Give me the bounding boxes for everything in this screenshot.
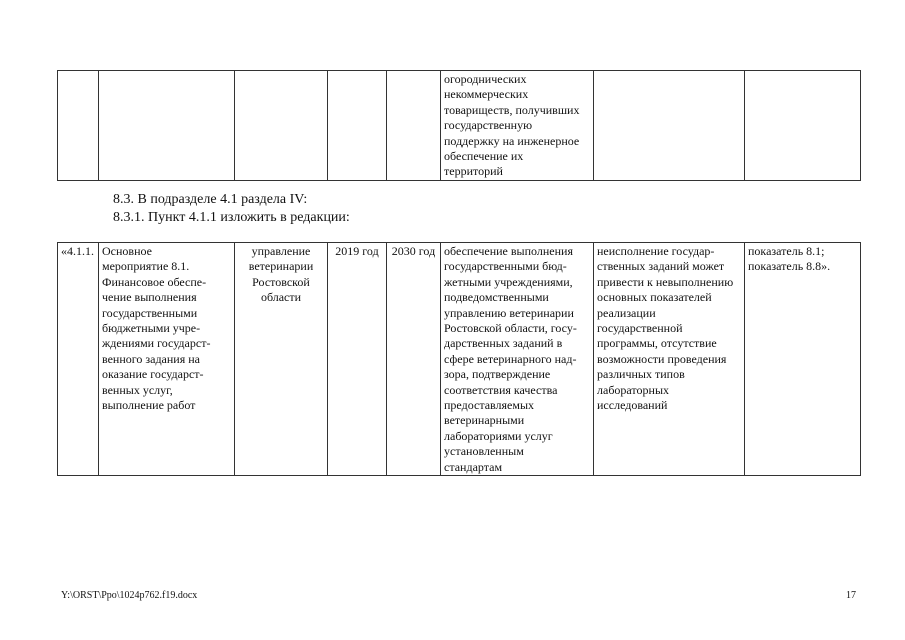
- table-item-4-1-1: [57, 242, 861, 476]
- cell-result: огороднических некоммерческих товариществ, получивших государственную поддержку на инженерное обеспечение их территорий: [441, 71, 594, 181]
- cell-indicator: показатель 8.1; показатель 8.8».: [745, 243, 861, 476]
- cell-event: Основное мероприятие 8.1. Финансовое обеспе- чение выполнения государственными бюджетными учре- ждениями государст- венного задания на оказание государст- венных услуг, выполнение работ: [99, 243, 235, 476]
- paragraph-8-3: 8.3. В подразделе 4.1 раздела IV:: [113, 192, 308, 207]
- paragraph-8-3-1: 8.3.1. Пункт 4.1.1 изложить в редакции:: [113, 210, 350, 225]
- cell-event: [99, 71, 235, 181]
- cell-num: «4.1.1.: [58, 243, 99, 476]
- cell-start: 2019 год: [328, 243, 387, 476]
- cell-consequence: [594, 71, 745, 181]
- cell-end: [387, 71, 441, 181]
- cell-executor: [235, 71, 328, 181]
- footer-file-path: Y:\ORST\Ppo\1024p762.f19.docx: [61, 590, 198, 601]
- cell-indicator: [745, 71, 861, 181]
- cell-consequence: неисполнение государ- ственных заданий может привести к невыполнению основных показателей реализации государственной программы, отсутствие возможности проведения различных типов лабораторных исследований: [594, 243, 745, 476]
- cell-end: 2030 год: [387, 243, 441, 476]
- cell-result: обеспечение выполнения государственными бюд- жетными учреждениями, подведомственными управлению ветеринарии Ростовской области, госу- дарственных заданий в сфере ветеринарного над- зора, подтверждение соответствия качества предоставляемых ветеринарными лабораториями услуг установленным стандартам: [441, 243, 594, 476]
- cell-executor: управление ветеринарии Ростовской области: [235, 243, 328, 476]
- table-continuation: [57, 70, 861, 181]
- cell-num: [58, 71, 99, 181]
- table-row: [58, 243, 861, 476]
- table-row: [58, 71, 861, 181]
- cell-start: [328, 71, 387, 181]
- page-number: 17: [846, 590, 856, 601]
